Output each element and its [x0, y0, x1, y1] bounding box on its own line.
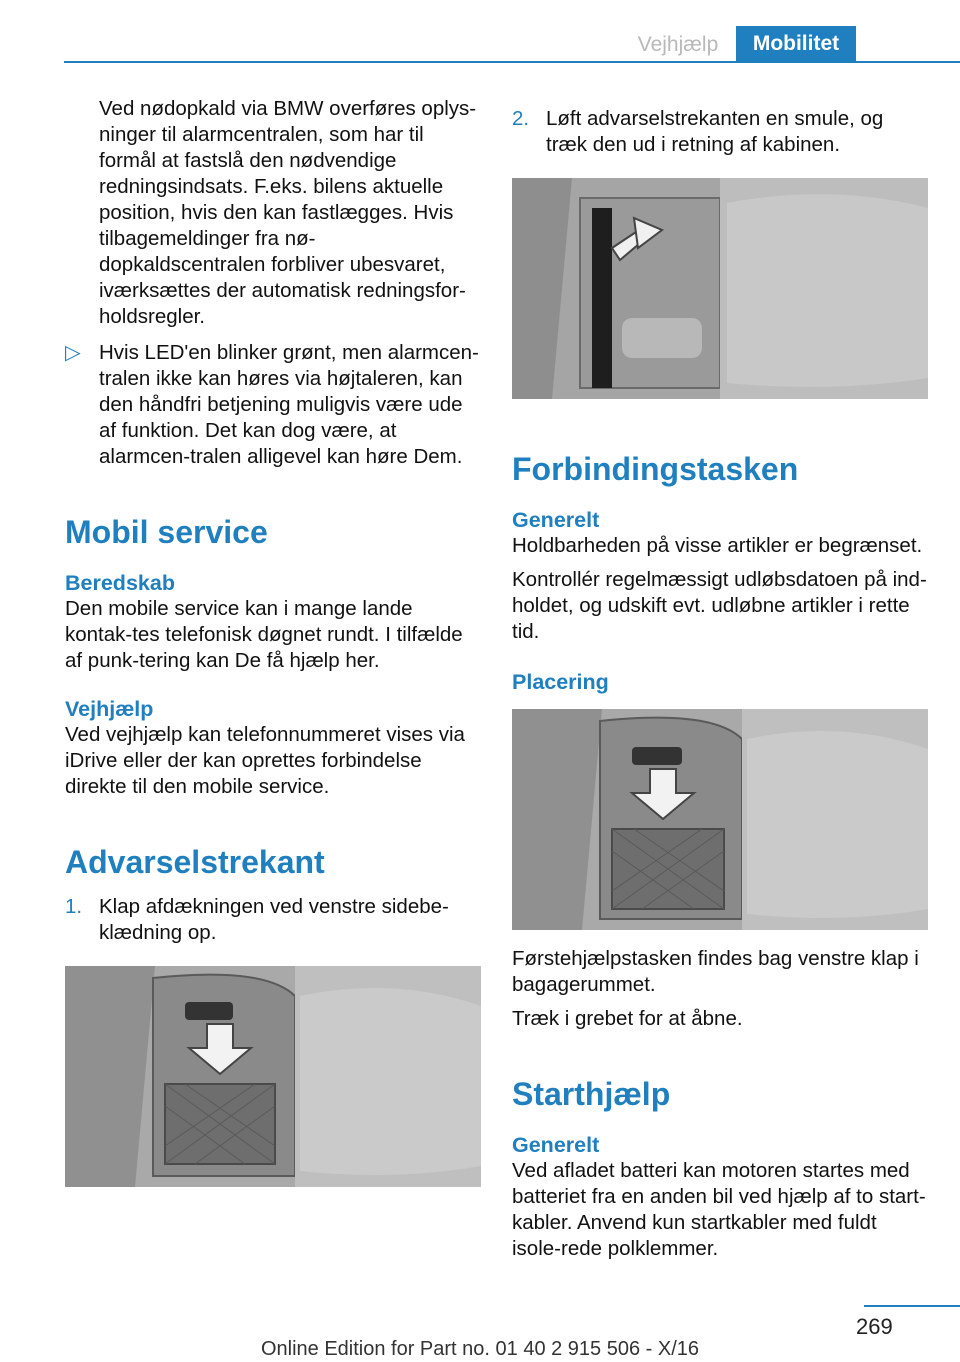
jump-start-heading: Starthjælp	[512, 1076, 671, 1112]
step-1-number: 1.	[65, 895, 83, 918]
section-tab: Vejhjælp	[637, 33, 719, 56]
first-aid-paragraph-1: Holdbarheden på visse artikler er begrænset.	[512, 534, 923, 557]
chapter-tab: Mobilitet	[736, 26, 856, 62]
mobile-service-heading: Mobil service	[65, 514, 268, 550]
roadside-text: Ved vejhjælp kan telefonnummeret vises via iDrive eller der kan oprettes forbindelse direkte til den mobile service.	[65, 723, 465, 798]
emergency-call-paragraph: Ved nødopkald via BMW overføres oplys-ninger til alarmcentralen, som har til formål at fastslå den nødvendige redningsindsats. F.eks. bilens aktuelle position, hvis den kan fastlægges. Hvis tilbagemeldinger fra nø-dopkaldscentralen forbliver ubesvaret, iværksættes der automatisk redningsfor-holdsregler.	[99, 97, 477, 328]
footer-rule	[864, 1305, 960, 1307]
first-aid-general-subheading: Generelt	[512, 508, 600, 532]
page-number: 269	[856, 1314, 893, 1339]
location-paragraph-1: Førstehjælpstasken findes bag venstre klap i bagagerummet.	[512, 947, 919, 996]
warning-triangle-drawing	[512, 178, 928, 399]
first-aid-location-drawing	[512, 709, 928, 930]
jump-start-general-subheading: Generelt	[512, 1133, 600, 1157]
location-paragraph-2: Træk i grebet for at åbne.	[512, 1007, 743, 1030]
bullet-text: Hvis LED'en blinker grønt, men alarmcen-tralen ikke kan høres via højtaleren, kan den håndfri betjening muligvis være ude af funktion. Det kan dog være, at alarmcen-tralen alligevel kan høre Dem.	[99, 341, 479, 468]
first-aid-kit-heading: Forbindingstasken	[512, 451, 799, 487]
step-2	[512, 106, 928, 158]
roadside-subheading: Vejhjælp	[65, 697, 154, 721]
first-aid-location-illustration	[512, 709, 928, 930]
right-column	[512, 96, 928, 1262]
bullet-item	[65, 340, 481, 470]
readiness-text: Den mobile service kan i mange lande kontak-tes telefonisk døgnet rundt. I tilfælde af punk-tering kan De få hjælp her.	[65, 597, 463, 672]
first-aid-paragraph-2: Kontrollér regelmæssigt udløbsdatoen på ind-holdet, og udskift evt. udløbne artikler i rette tid.	[512, 568, 927, 643]
step-2-number: 2.	[512, 107, 530, 130]
warning-triangle-heading: Advarselstrekant	[65, 844, 325, 880]
bullet-triangle-icon: ▷	[65, 341, 81, 364]
warning-triangle-illustration	[512, 178, 928, 399]
step-1-text: Klap afdækningen ved venstre sidebe-klædning op.	[99, 895, 449, 944]
jump-start-text: Ved afladet batteri kan motoren startes med batteriet fra en anden bil ved hjælp af to start-kabler. Anvend kun startkabler med fuldt isole-rede polklemmer.	[512, 1159, 926, 1260]
online-edition-footer: Online Edition for Part no. 01 40 2 915 506 - X/16	[260, 1338, 700, 1360]
side-panel-open-illustration	[65, 966, 481, 1187]
header-rule	[64, 61, 960, 63]
step-2-text: Løft advarselstrekanten en smule, og træk den ud i retning af kabinen.	[546, 107, 884, 156]
side-panel-open-drawing	[65, 966, 481, 1187]
location-subheading: Placering	[512, 670, 609, 694]
left-column	[65, 96, 481, 1187]
readiness-subheading: Beredskab	[65, 571, 175, 595]
step-1	[65, 894, 481, 946]
page-header	[0, 0, 960, 62]
